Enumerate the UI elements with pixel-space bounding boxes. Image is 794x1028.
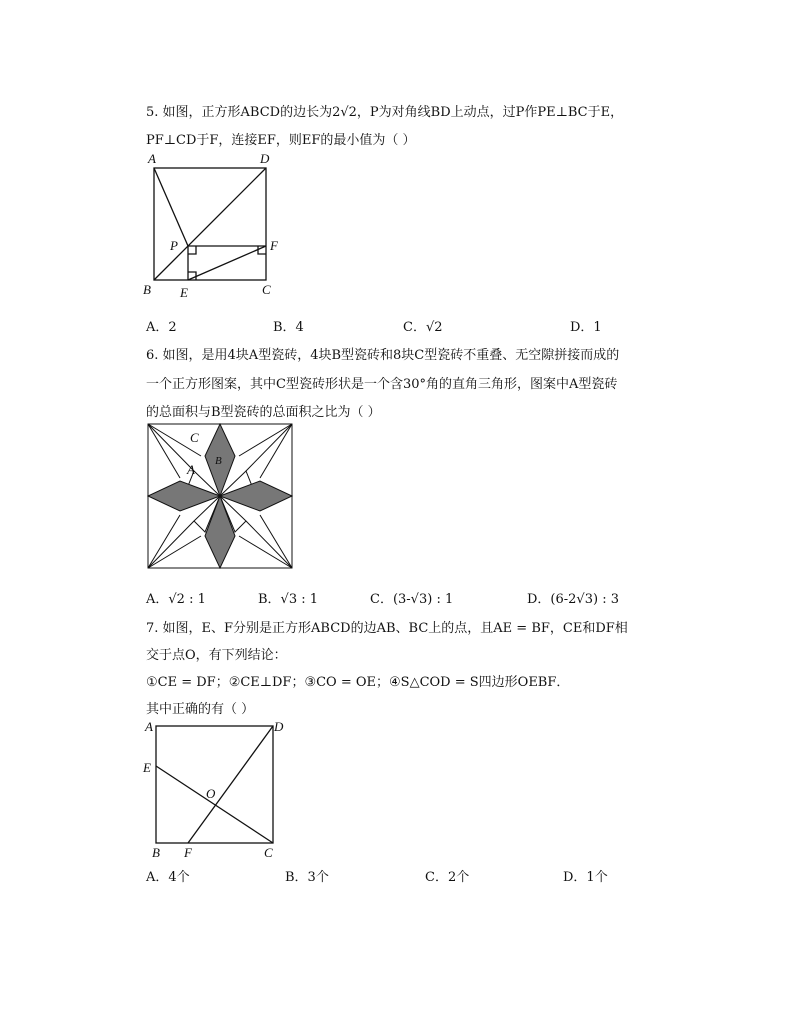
- q5-figure: [140, 150, 300, 300]
- q5-label-d: D: [260, 151, 270, 166]
- q7-option-a[interactable]: A．4个: [146, 870, 190, 885]
- q7-label-f: F: [184, 845, 192, 860]
- q7-figure: [140, 716, 300, 866]
- q7-segment-df: [188, 726, 273, 843]
- q5-label-b: B: [143, 282, 151, 297]
- q5-label-c: C: [262, 282, 271, 297]
- q7-label-a: A: [145, 719, 153, 734]
- q5-option-c[interactable]: C．√2: [403, 320, 443, 335]
- q7-label-b: B: [152, 845, 160, 860]
- q5-label-a: A: [148, 151, 156, 166]
- q6-label-a: A: [187, 462, 195, 477]
- q7-label-o: O: [206, 786, 216, 801]
- q6-stem-line-3: 的总面积与B型瓷砖的总面积之比为（ ）: [146, 405, 381, 420]
- q6-option-b[interactable]: B．√3 : 1: [258, 592, 319, 607]
- q7-option-b[interactable]: B．3个: [285, 870, 329, 885]
- q7-option-d[interactable]: D．1个: [563, 870, 608, 885]
- q5-segment-ef: [188, 246, 266, 280]
- q6-label-b: B: [215, 455, 222, 467]
- q6-option-c[interactable]: C．(3-√3) : 1: [370, 592, 454, 607]
- q6-figure: [145, 422, 295, 572]
- q7-square: [156, 726, 273, 843]
- q6-option-d[interactable]: D．(6-2√3) : 3: [527, 592, 619, 607]
- q5-diagonal-bd: [154, 168, 266, 280]
- q6-label-c: C: [190, 430, 199, 445]
- q5-label-p: P: [170, 238, 178, 253]
- q5-right-angle-p: [188, 246, 196, 254]
- q6-stem-line-1: 6. 如图，是用4块A型瓷砖，4块B型瓷砖和8块C型瓷砖不重叠、无空隙拼接而成的: [146, 348, 620, 363]
- q5-option-a[interactable]: A．2: [146, 320, 177, 335]
- q7-label-c: C: [264, 845, 273, 860]
- q5-label-e: E: [180, 285, 188, 300]
- q5-option-d[interactable]: D．1: [570, 320, 602, 335]
- q7-option-c[interactable]: C．2个: [425, 870, 470, 885]
- q7-segment-ce: [156, 766, 273, 843]
- q7-label-d: D: [274, 719, 284, 734]
- q7-stem-line-4: 其中正确的有（ ）: [146, 702, 255, 717]
- q5-stem-line-2: PF⊥CD于F，连接EF，则EF的最小值为（ ）: [146, 133, 416, 148]
- q6-option-a[interactable]: A．√2 : 1: [146, 592, 206, 607]
- q5-stem-line-1: 5. 如图，正方形ABCD的边长为2√2，P为对角线BD上动点，过P作PE⊥BC于E，: [146, 105, 624, 120]
- q7-stem-line-1: 7. 如图，E、F分别是正方形ABCD的边AB、BC上的点，且AE = BF，CE和DF相: [146, 621, 628, 636]
- q7-label-e: E: [143, 760, 151, 775]
- q7-stem-line-3: ①CE = DF；②CE⊥DF；③CO = OE；④S△COD = S四边形OEBF．: [146, 675, 570, 690]
- q7-stem-line-2: 交于点O，有下列结论：: [146, 648, 287, 663]
- q6-stem-line-2: 一个正方形图案，其中C型瓷砖形状是一个含30°角的直角三角形，图案中A型瓷砖: [146, 377, 618, 392]
- q5-segment-ap: [154, 168, 188, 246]
- q5-option-b[interactable]: B．4: [273, 320, 304, 335]
- q5-label-f: F: [270, 238, 278, 253]
